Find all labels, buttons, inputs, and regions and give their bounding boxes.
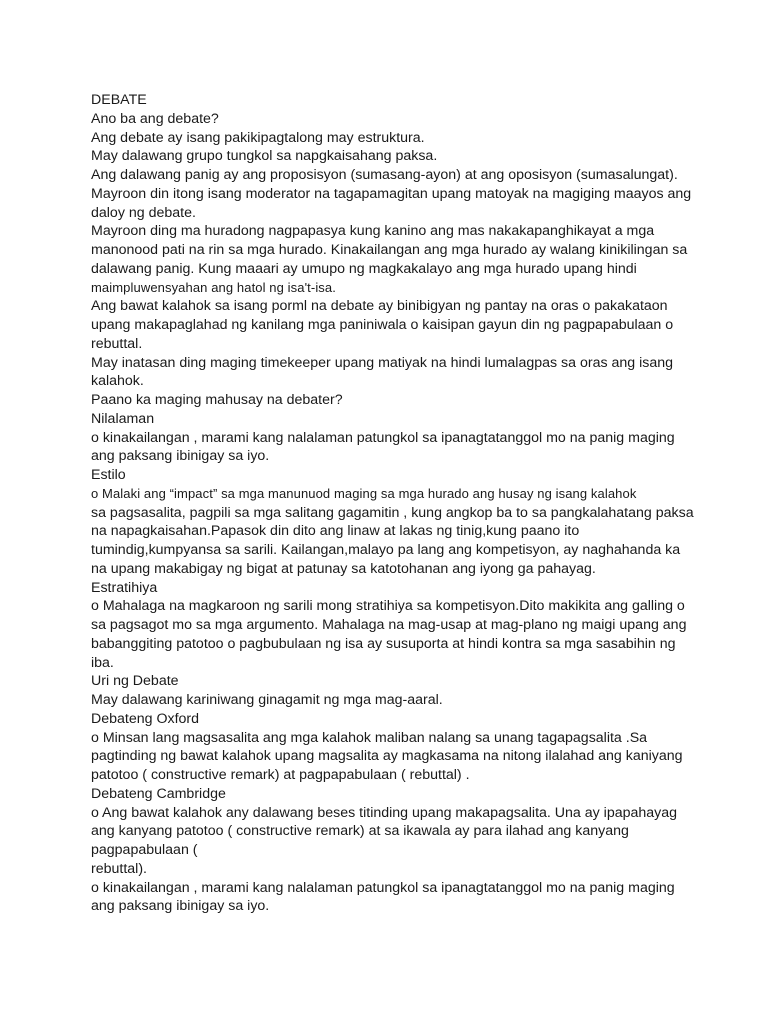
text-line: o kinakailangan , marami kang nalalaman patungkol sa ipanagtatanggol mo na panig maging (91, 879, 675, 896)
text-line: na napagkaisahan.Papasok din dito ang linaw at lakas ng tinig,kung paano ito (91, 523, 580, 540)
document-body (91, 91, 694, 916)
text-line: o Malaki ang “impact” sa mga manunuod maging sa mga hurado ang husay ng isang kalahok (91, 485, 637, 501)
text-line: rebuttal). (91, 860, 147, 877)
text-line: Ang dalawang panig ay ang proposisyon (sumasang-ayon) at ang oposisyon (sumasalungat). (91, 167, 678, 183)
text-line: ang paksang ibinigay sa iyo. (91, 448, 270, 465)
text-line: upang makapaglahad ng kanilang mga paniniwala o kaisipan gayun din ng pagpapabulaan o (91, 317, 674, 333)
section-heading-uri-ng-debate: Uri ng Debate (91, 673, 179, 690)
text-line: May inatasan ding maging timekeeper upang matiyak na hindi lumalagpas sa oras ang isang (91, 354, 674, 371)
text-line: kalahok. (91, 373, 144, 390)
text-line: o Ang bawat kalahok any dalawang beses titinding upang makapagsalita. Una ay ipapahayag (91, 804, 678, 821)
text-line: daloy ng debate. (91, 204, 196, 221)
text-line: Mayroon ding ma huradong nagpapasya kung kanino ang mas nakakapanghikayat a mga (91, 223, 655, 240)
text-line: o Mahalaga na magkaroon ng sarili mong stratihiya sa kompetisyon.Dito makikita ang galling o (91, 598, 685, 615)
text-line: May dalawang kariniwang ginagamit ng mga mag-aaral. (91, 692, 443, 708)
text-line: o kinakailangan , marami kang nalalaman patungkol sa ipanagtatanggol mo na panig maging (91, 429, 675, 446)
text-line: Mayroon din itong isang moderator na tagapamagitan upang matoyak na magiging maayos ang (91, 185, 692, 202)
text-line: o Minsan lang magsasalita ang mga kalahok maliban nalang sa unang tagapagsalita .Sa (91, 729, 648, 746)
text-line: sa pagsagot mo sa mga argumento. Mahalaga na mag-usap at mag-plano ng maigi upang ang (91, 617, 687, 633)
text-line: ang paksang ibinigay sa iyo. (91, 898, 270, 915)
section-heading-debateng-oxford: Debateng Oxford (91, 710, 200, 727)
text-line: patotoo ( constructive remark) at pagpapabulaan ( rebuttal) . (91, 767, 470, 783)
text-line: iba. (91, 654, 114, 671)
question-heading: Paano ka maging mahusay na debater? (91, 392, 343, 408)
text-line: rebuttal. (91, 335, 143, 352)
text-line: babanggiting patotoo o pagbubulaan ng isa ay susuporta at hindi kontra sa mga sasabihin ng (91, 635, 676, 652)
section-heading-estratihiya: Estratihiya (91, 579, 158, 596)
text-line: May dalawang grupo tungkol sa napgkaisahang paksa. (91, 148, 438, 165)
question-heading: Ano ba ang debate? (91, 110, 219, 127)
section-heading-nilalaman: Nilalaman (91, 410, 155, 427)
text-line: na upang makabigay ng bigat at patunay sa katotohanan ang iyong ga pahayag. (91, 560, 596, 577)
text-line: pagpapabulaan ( (91, 842, 198, 858)
text-line: ang kanyang patotoo ( constructive remark) at sa ikawala ay para ilahad ang kanyang (91, 823, 629, 840)
document-title: DEBATE (91, 92, 147, 108)
section-heading-debateng-cambridge: Debateng Cambridge (91, 785, 226, 802)
text-line: Ang debate ay isang pakikipagtalong may estruktura. (91, 129, 425, 146)
text-line: maimpluwensyahan ang hatol ng isa't-isa. (91, 279, 336, 295)
section-heading-estilo: Estilo (91, 467, 126, 483)
text-line: sa pagsasalita, pagpili sa mga salitang gagamitin , kung angkop ba to sa pangkalahatang paksa (91, 504, 694, 521)
text-line: dalawang panig. Kung maaari ay umupo ng magkakalayo ang mga hurado upang hindi (91, 260, 637, 277)
text-line: tumindig,kumpyansa sa sarili. Kailangan,malayo pa lang ang kompetisyon, ay naghahanda ka (91, 542, 681, 558)
text-line: Ang bawat kalahok sa isang porml na debate ay binibigyan ng pantay na oras o pakakataon (91, 298, 668, 315)
text-line: manonood pati na rin sa mga hurado. Kinakailangan ang mga hurado ay walang kinikilingan sa (91, 242, 688, 258)
text-line: pagtinding ng bawat kalahok upang magsalita ay magkasama na nitong ilalahad ang kaniyang (91, 748, 683, 765)
